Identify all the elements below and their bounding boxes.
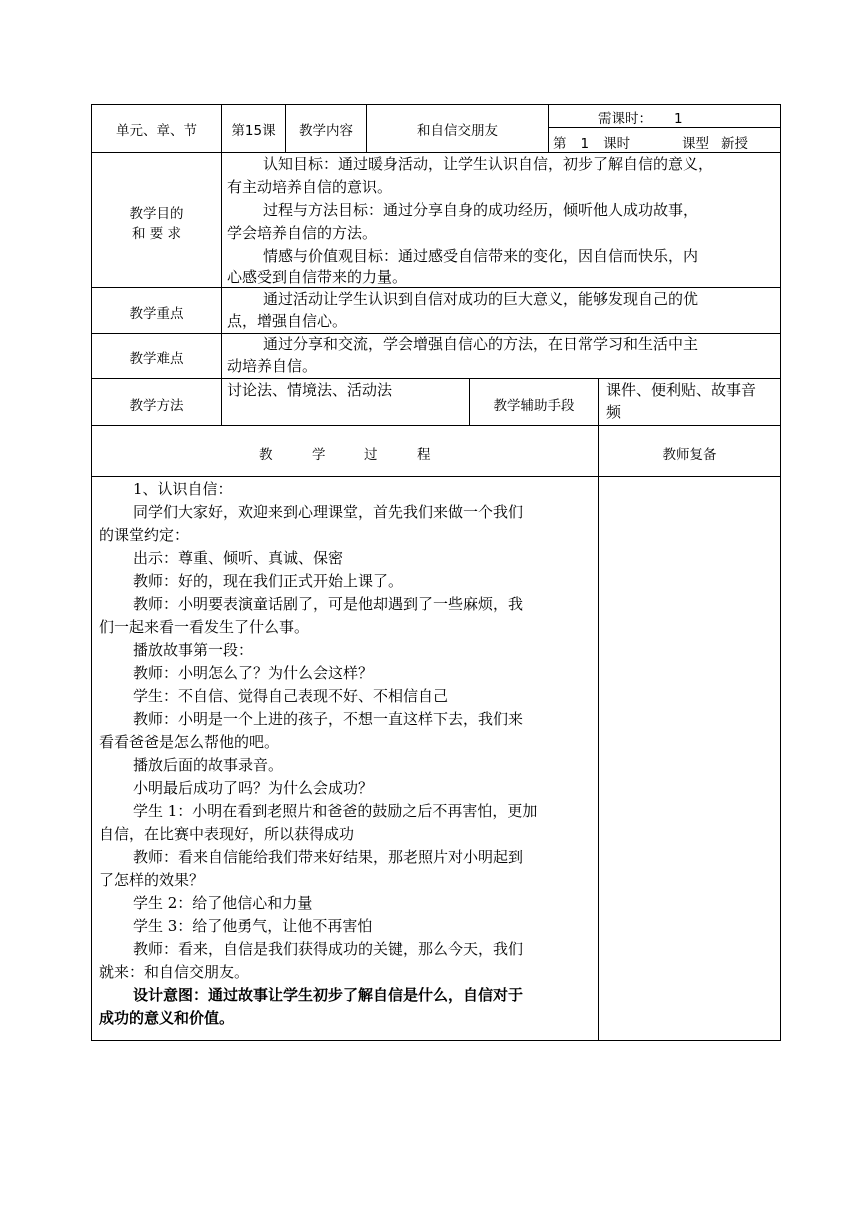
process-line: 同学们大家好，欢迎来到心理课堂，首先我们来做一个我们: [133, 503, 524, 521]
difficult-points-line: 动培养自信。: [227, 357, 318, 375]
row-divider: [91, 425, 781, 426]
type-label: 课型: [682, 136, 709, 152]
goals-line: 心感受到自信带来的力量。: [227, 268, 408, 286]
unit-label: 单元、章、节: [116, 123, 197, 139]
process-line: 看看爸爸是怎么帮他的吧。: [99, 733, 280, 751]
goals-line: 学会培养自信的方法。: [227, 224, 378, 242]
lesson-number: 第15课: [231, 123, 276, 139]
col-divider: [221, 104, 222, 426]
table-border-top: [91, 104, 781, 105]
topic-title: 和自信交朋友: [417, 123, 498, 139]
goals-line: 有主动培养自信的意识。: [227, 178, 393, 196]
process-heading-char: 学: [312, 447, 326, 463]
goals-line: 认知目标：通过暖身活动，让学生认识自信，初步了解自信的意义，: [263, 155, 714, 173]
hours-field: [598, 107, 699, 128]
col-divider: [548, 104, 549, 153]
goals-line: 情感与价值观目标：通过感受自信带来的变化，因自信而快乐，内: [263, 247, 699, 265]
content-label: 教学内容: [299, 123, 353, 139]
process-line: 教师：好的，现在我们正式开始上课了。: [133, 572, 404, 590]
design-intent-line: 设计意图：通过故事让学生初步了解自信是什么，自信对于: [133, 986, 524, 1004]
table-border-bottom: [91, 1040, 781, 1041]
process-line: 们一起来看一看发生了什么事。: [99, 618, 310, 636]
goals-label-2: 和 要 求: [131, 226, 182, 242]
process-line: 教师：看来自信能给我们带来好结果，那老照片对小明起到: [133, 848, 524, 866]
key-points-label: 教学重点: [129, 306, 184, 322]
table-border-left: [91, 104, 92, 1041]
process-line: 教师：小明怎么了？为什么会这样？: [133, 664, 374, 682]
teacher-prep-label: 教师复备: [662, 447, 717, 463]
hours-label: 需课时：: [598, 111, 652, 127]
process-line: 学生 3：给了他勇气，让他不再害怕: [133, 917, 373, 935]
process-line: 1、认识自信：: [133, 480, 233, 498]
process-line: 就来：和自信交朋友。: [99, 963, 250, 981]
period-field: [553, 132, 630, 153]
process-heading-char: 程: [417, 447, 431, 463]
table-border-right: [780, 104, 781, 1041]
process-line: 小明最后成功了吗？为什么会成功？: [133, 779, 374, 797]
key-points-line: 通过活动让学生认识到自信对成功的巨大意义，能够发现自己的优: [263, 290, 699, 308]
process-line: 教师：看来，自信是我们获得成功的关键，那么今天，我们: [133, 940, 524, 958]
aids-label: 教学辅助手段: [493, 398, 575, 414]
process-line: 自信，在比赛中表现好，所以获得成功: [99, 825, 355, 843]
aids-value-2: 频: [606, 403, 622, 421]
col-divider: [598, 378, 599, 1041]
period-prefix: 第: [553, 136, 567, 152]
goals-label-1: 教学目的: [129, 206, 184, 222]
process-line: 教师：小明要表演童话剧了，可是他却遇到了一些麻烦，我: [133, 595, 524, 613]
process-line: 播放后面的故事录音。: [133, 756, 284, 774]
row-divider: [91, 476, 781, 477]
aids-value-1: 课件、便利贴、故事音: [606, 381, 757, 399]
process-line: 学生 1：小明在看到老照片和爸爸的鼓励之后不再害怕，更加: [133, 802, 538, 820]
process-line: 教师：小明是一个上进的孩子，不想一直这样下去，我们来: [133, 710, 524, 728]
difficult-points-label: 教学难点: [129, 351, 184, 367]
period-value: 1: [567, 137, 604, 153]
process-line: 学生 2：给了他信心和力量: [133, 894, 313, 912]
type-field: [682, 132, 758, 153]
goals-line: 过程与方法目标：通过分享自身的成功经历，倾听他人成功故事，: [263, 201, 699, 219]
process-line: 播放故事第一段：: [133, 641, 254, 659]
process-line: 学生：不自信、觉得自己表现不好、不相信自己: [133, 687, 449, 705]
period-suffix: 课时: [603, 136, 631, 152]
methods-value: 讨论法、情境法、活动法: [227, 381, 393, 399]
type-value: 新授: [713, 137, 758, 153]
process-line: 的课堂约定：: [99, 526, 190, 544]
difficult-points-line: 通过分享和交流，学会增强自信心的方法，在日常学习和生活中主: [263, 335, 699, 353]
process-heading-char: 教: [259, 447, 273, 463]
design-intent-line: 成功的意义和价值。: [99, 1009, 235, 1027]
methods-label: 教学方法: [129, 398, 184, 414]
process-heading-char: 过: [364, 447, 378, 463]
key-points-line: 点，增强自信心。: [227, 312, 348, 330]
process-line: 出示：尊重、倾听、真诚、保密: [133, 549, 344, 567]
process-line: 了怎样的效果？: [99, 871, 205, 889]
hours-value: 1: [652, 112, 699, 128]
